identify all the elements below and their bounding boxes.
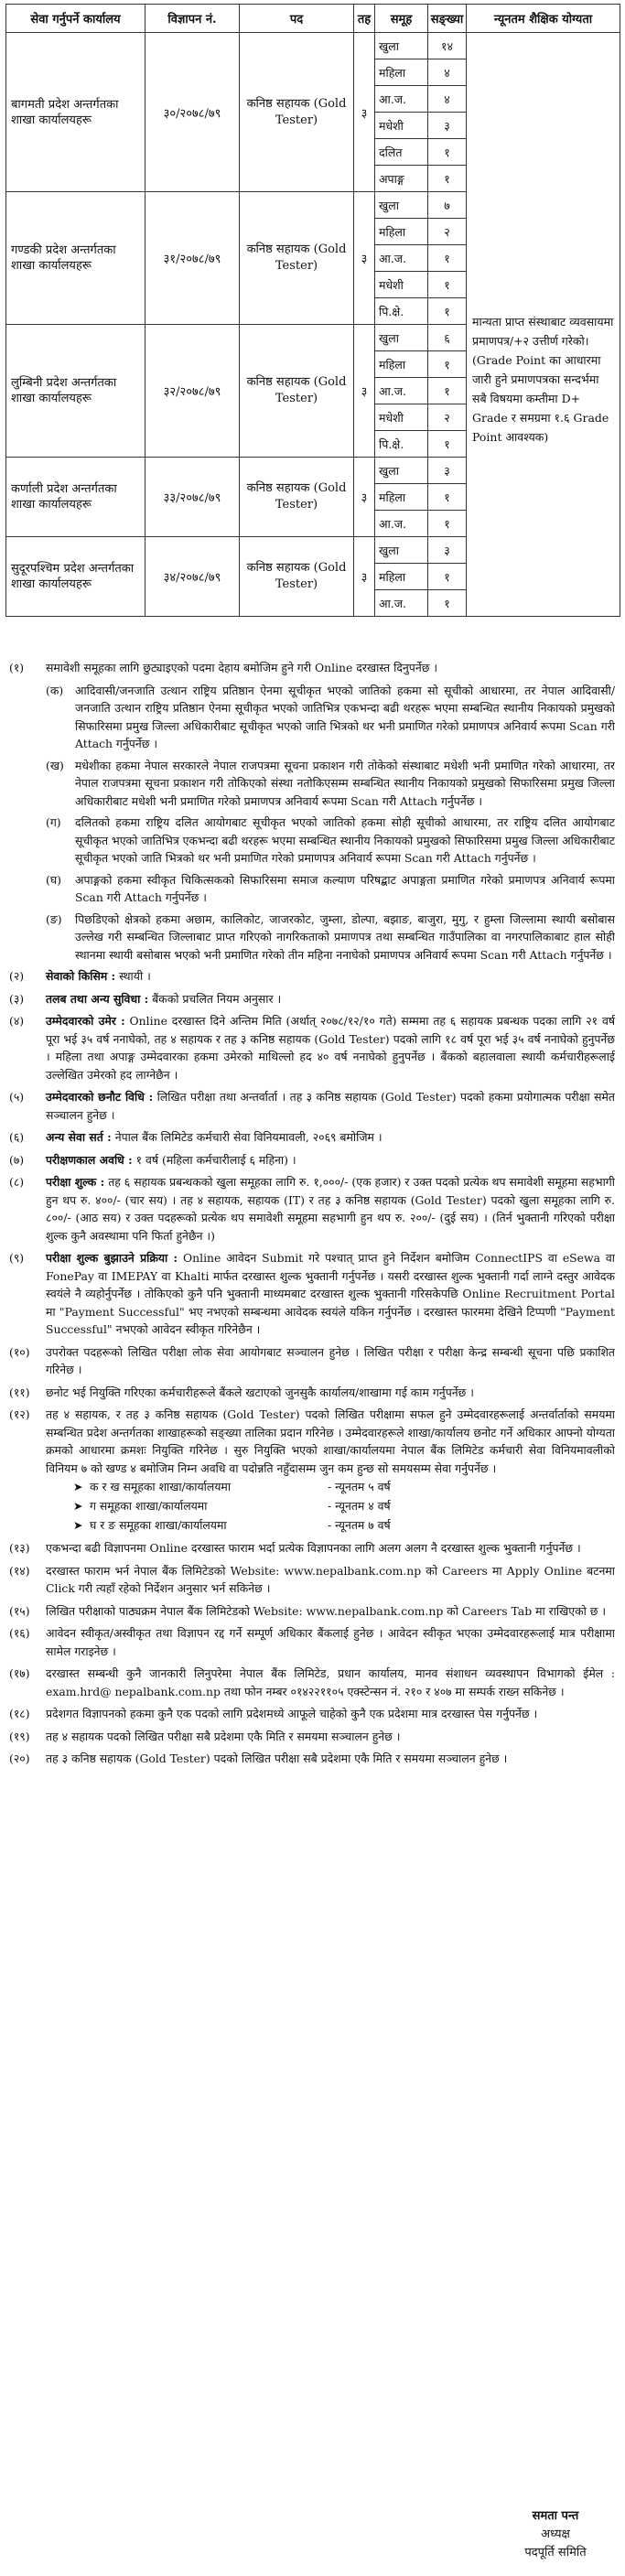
header-adv-no: विज्ञापन नं. (145, 5, 240, 33)
note-text: स्थायी । (115, 969, 151, 983)
office-cell: गण्डकी प्रदेश अन्तर्गतका शाखा कार्यालयहरू (6, 192, 145, 325)
note-item (9, 1173, 615, 1245)
header-count: सङ्ख्या (428, 5, 467, 33)
sub-note-item (46, 911, 615, 965)
count-cell: १४ (428, 33, 467, 59)
note-body (46, 967, 615, 986)
note-body (46, 1088, 615, 1124)
note-item (9, 659, 615, 677)
note-number: (३) (9, 991, 25, 1006)
note-number: (११) (9, 1385, 30, 1399)
note-body (46, 1128, 615, 1147)
header-office: सेवा गर्नुपर्ने कार्यालय (6, 5, 145, 33)
note-number: (१९) (9, 1729, 30, 1743)
note-body (46, 990, 615, 1008)
arrow-icon: ➤ (73, 1499, 83, 1513)
group-cell: खुला (375, 458, 428, 484)
arrow-icon: ➤ (73, 1480, 83, 1493)
note-text: छनोट भई नियुक्ति गरिएका कर्मचारीहरूले बैंकले खटाएको जुनसुकै कार्यालय/शाखामा गई काम गर्नुपर्नेछ । (46, 1385, 474, 1399)
min-period-group: क र ख समूहका शाखा/कार्यालयमा (90, 1480, 232, 1493)
note-item (9, 1750, 615, 1768)
note-item (9, 1088, 615, 1124)
min-period-value: - न्यूनतम ४ वर्ष (328, 1499, 391, 1513)
group-cell: खुला (375, 325, 428, 351)
note-body (46, 1602, 615, 1621)
count-cell: ४ (428, 86, 467, 113)
qualification-text: मान्यता प्राप्त संस्थाबाट व्यवसायमा प्रमाणपत्र/+२ उत्तीर्ण गरेको। (Grade Point का आधारमा जारी हुने प्रमाणपत्रका सन्दर्भमा सबै विषयमा कम्तीमा D+ Grade र समग्रमा १.६ Grade Point आवश्यक) (472, 315, 614, 444)
min-period-group: घ र ङ समूहका शाखा/कार्यालयमा (90, 1518, 227, 1532)
header-level: तह (354, 5, 375, 33)
count-cell: १ (428, 431, 467, 458)
sub-note-item (46, 871, 615, 907)
sub-note-text: आदिवासी/जनजाति उत्थान राष्ट्रिय प्रतिष्ठान ऐनमा सूचीकृत भएको जातिको हकमा सो सूचीको आधारमा, तर नेपाल आदिवासी/जनजाति उत्थान राष्ट्रिय प्रतिष्ठान ऐनमा सूचीकृत भएको जातिभित्र एकभन्दा बढी थरहरू भएमा सम्बन्धित स्थानीय निकायको प्रमुखको सिफारिसमा प्रमुख जिल्ला अधिकारीबाट सूचीकृत भएको जाति भित्रको थर भनी प्रमाणित गरेको प्रमाणपत्र अनिवार्य रूपमा Scan गरी Attach गर्नुपर्नेछ । (75, 683, 615, 750)
sub-note-number: (क) (46, 683, 64, 697)
note-body (46, 1539, 615, 1557)
min-period-row (73, 1496, 615, 1515)
min-period-group: ग समूहका शाखा/कार्यालयमा (90, 1499, 208, 1513)
group-cell: मधेशी (375, 113, 428, 139)
notes-list (9, 659, 615, 1773)
group-cell: आ.ज. (375, 245, 428, 272)
note-text: तह ४ सहायक पदको लिखित परीक्षा सबै प्रदेशमा एकै मिति र समयमा सञ्चालन हुनेछ । (46, 1729, 401, 1743)
note-number: (१६) (9, 1626, 30, 1640)
note-number: (१७) (9, 1666, 30, 1680)
note-number: (१४) (9, 1563, 30, 1578)
note-body (46, 1151, 615, 1169)
count-cell: १ (428, 590, 467, 617)
note-item (9, 1012, 615, 1083)
note-number: (२०) (9, 1751, 30, 1765)
adv-number-cell: ३३/२०७८/७९ (145, 458, 240, 537)
note-body (46, 1173, 615, 1245)
note-item (9, 1128, 615, 1147)
note-label: तलब तथा अन्य सुविधा : (46, 991, 149, 1006)
office-cell: लुम्बिनी प्रदेश अन्तर्गतका शाखा कार्यालयहरू (6, 325, 145, 458)
sub-note-text: मधेशीका हकमा नेपाल सरकारले नेपाल राजपत्रमा सूचना प्रकाशन गरी तोकेको संस्थाबाट मधेशी भनी प्रमाणित गरेको आधारमा, तर नेपाल राजपत्रमा सूचना प्रकाशन गरी तोकिएको संस्था नतोकिएसम्म सम्बन्धित स्थानीय निकायको प्रमुखको सिफारिसमा प्रमुख जिल्ला अधिकारीबाट मधेशी भनी प्रमाणित गरेको प्रमाणपत्र अनिवार्य रूपमा Scan गरी Attach गर्नुपर्नेछ । (75, 758, 615, 808)
note-text: एकभन्दा बढी विज्ञापनमा Online दरखास्त फाराम भर्दा प्रत्येक विज्ञापनका लागि अलग अलग नै दरखास्त शुल्क भुक्तानी गर्नुपर्नेछ । (46, 1541, 581, 1555)
note-item (9, 1343, 615, 1379)
table-body (6, 33, 620, 617)
sub-note-item (46, 682, 615, 753)
count-cell: १ (428, 272, 467, 298)
note-text: १ वर्ष (महिला कर्मचारीलाई ६ महिना) । (132, 1152, 296, 1167)
note-text: तह ६ सहायक प्रबन्धकको खुला समूहका लागि रु. १,०००/- (एक हजार) र उक्त पदको प्रत्येक थप समावेशी समूहमा सहभागी हुन थप रु. ४००/- (चार सय) । तह ४ सहायक, सहायक (IT) र तह ३ कनिष्ठ सहायक (Gold Tester) पदको खुला समूहका लागि रु. ८००/- (आठ सय) र उक्त पदहरूको प्रत्येक थप समावेशी समूहमा सहभागी हुन थप रु. २००/- (दुई सय) । (तिर्न भुक्तानी गरिएको परीक्षा शुल्क कुनै अवस्थामा पनि फिर्ता हुनेछैन ।) (46, 1175, 615, 1243)
count-cell: १ (428, 166, 467, 192)
note-item (9, 1151, 615, 1169)
count-cell: १ (428, 564, 467, 590)
note-item (9, 1406, 615, 1535)
group-cell: महिला (375, 351, 428, 378)
note-body (46, 1665, 615, 1700)
office-cell: बागमती प्रदेश अन्तर्गतका शाखा कार्यालयहरू (6, 33, 145, 192)
note-text: दरखास्त फाराम भर्न नेपाल बैंक लिमिटेडको Website: www.nepalbank.com.np को Careers मा Apply Online बटनमा Click गरी त्यहाँ रहेको निर्देशन अनुसार भर्न सकिनेछ । (46, 1563, 615, 1595)
note-label: परीक्षा शुल्क : (46, 1175, 105, 1189)
post-cell: कनिष्ठ सहायक (Gold Tester) (240, 192, 354, 325)
group-cell: महिला (375, 59, 428, 86)
group-cell: पि.क्षे. (375, 431, 428, 458)
post-cell: कनिष्ठ सहायक (Gold Tester) (240, 458, 354, 537)
group-cell: महिला (375, 219, 428, 245)
note-body (46, 1624, 615, 1660)
adv-number-cell: ३१/२०७८/७९ (145, 192, 240, 325)
count-cell: १ (428, 351, 467, 378)
count-cell: ६ (428, 325, 467, 351)
min-period-row (73, 1477, 615, 1496)
min-period-value: - न्यूनतम ५ वर्ष (328, 1480, 391, 1493)
note-text: नेपाल बैंक लिमिटेड कर्मचारी सेवा विनियमावली, २०६९ बमोजिम । (111, 1130, 383, 1144)
note-text: लिखित परीक्षा तथा अन्तर्वार्ता । तह ३ कनिष्ठ सहायक (Gold Tester) पदको हकमा प्रयोगात्मक परीक्षा समेत सञ्चालन हुनेछ । (46, 1090, 615, 1122)
vacancy-table (5, 4, 620, 617)
note-item (9, 1384, 615, 1402)
group-cell: पि.क्षे. (375, 298, 428, 325)
group-cell: महिला (375, 484, 428, 511)
header-qualification: न्यूनतम शैक्षिक योग्यता (467, 5, 620, 33)
signatory-title: अध्यक्ष (541, 2527, 570, 2541)
note-number: (१३) (9, 1541, 30, 1555)
table-header-row (6, 5, 620, 33)
group-cell: खुला (375, 537, 428, 564)
count-cell: ३ (428, 458, 467, 484)
sub-note-number: (घ) (46, 872, 61, 887)
note-body (46, 1750, 615, 1768)
note-body (46, 1705, 615, 1723)
arrow-icon: ➤ (73, 1518, 83, 1532)
office-cell: सुदूरपश्चिम प्रदेश अन्तर्गतका शाखा कार्यालयहरू (6, 537, 145, 617)
note-number: (७) (9, 1152, 25, 1167)
note-text: उपरोक्त पदहरूको लिखित परीक्षा लोक सेवा आयोगबाट सञ्चालन हुनेछ । लिखित परीक्षा र परीक्षा केन्द्र सम्बन्धी सूचना पछि प्रकाशित गरिनेछ । (46, 1344, 615, 1376)
adv-number-cell: ३४/२०७८/७९ (145, 537, 240, 617)
group-cell: खुला (375, 192, 428, 219)
note-item (9, 1705, 615, 1723)
min-period-value: - न्यूनतम ७ वर्ष (328, 1518, 391, 1532)
note-number: (४) (9, 1014, 25, 1028)
count-cell: १ (428, 298, 467, 325)
sub-note-item (46, 814, 615, 868)
note-label: परीक्षा शुल्क बुझाउने प्रक्रिया : (46, 1251, 178, 1265)
count-cell: ३ (428, 113, 467, 139)
note-text: प्रदेशगत विज्ञापनको हकमा कुनै एक पदको लागि प्रदेशमध्ये आफूले चाहेको कुनै एक प्रदेशमा मात्र दरखास्त पेस गर्नुपर्नेछ । (46, 1707, 538, 1720)
post-cell: कनिष्ठ सहायक (Gold Tester) (240, 537, 354, 617)
note-item (9, 1624, 615, 1660)
header-group: समूह (375, 5, 428, 33)
note-body (46, 1012, 615, 1083)
count-cell: १ (428, 511, 467, 537)
office-cell: कर्णाली प्रदेश अन्तर्गतका शाखा कार्यालयहरू (6, 458, 145, 537)
sub-note-number: (ग) (46, 815, 61, 829)
note-label: सेवाको किसिम : (46, 969, 116, 983)
note-number: (२) (9, 969, 25, 983)
note-number: (१८) (9, 1707, 30, 1720)
adv-number-cell: ३०/२०७८/७९ (145, 33, 240, 192)
count-cell: १ (428, 378, 467, 404)
note-number: (१) (9, 661, 25, 674)
count-cell: ४ (428, 59, 467, 86)
count-cell: ३ (428, 537, 467, 564)
group-cell: महिला (375, 564, 428, 590)
adv-number-cell: ३२/२०७८/७९ (145, 325, 240, 458)
note-text: समावेशी समूहका लागि छुट्याइएको पदमा देहाय बमोजिम हुने गरी Online दरखास्त दिनुपर्नेछ । (46, 661, 438, 674)
note-text: लिखित परीक्षाको पाठ्यक्रम नेपाल बैंक लिमिटेडको Website: www.nepalbank.com.np को Careers Tab मा राखिएको छ । (46, 1603, 607, 1618)
note-item (9, 967, 615, 986)
note-body (46, 659, 615, 677)
level-cell: ३ (354, 192, 375, 325)
sub-note-text: अपाङ्गको हकमा स्वीकृत चिकित्सकको सिफारिसमा समाज कल्याण परिषद्बाट अपाङ्गता प्रमाणित गरेको प्रमाणपत्र अनिवार्य रूपमा Scan गरी Attach गर्नुपर्नेछ । (75, 872, 615, 904)
note-item (9, 1728, 615, 1746)
note-text: तह ३ कनिष्ठ सहायक (Gold Tester) पदको लिखित परीक्षा सबै प्रदेशमा एकै मिति र समयमा सञ्चालन हुनेछ । (46, 1751, 508, 1765)
signature-block (501, 2507, 610, 2562)
note-number: (६) (9, 1130, 25, 1144)
note-number: (८) (9, 1175, 25, 1189)
note-body (46, 1406, 615, 1535)
group-cell: अपाङ्ग (375, 166, 428, 192)
level-cell: ३ (354, 33, 375, 192)
note-text: Online आवेदन Submit गरे पश्चात् प्राप्त हुने निर्देशन बमोजिम ConnectIPS वा eSewa वा FonePay वा IMEPAY वा Khalti मार्फत दरखास्त शुल्क भुक्तानी गर्नुपर्नेछ । यसरी दरखास्त शुल्क भुक्तानी गर्दा लाग्ने दस्तुर आवेदक स्वयंले नै व्यहोर्नुपर्नेछ । तोकिएको कुनै पनि भुक्तानी माध्यमबाट दरखास्त शुल्क भुक्तानी गरिसकेपछि Online Recruitment Portal मा "Payment Successful" भए नभएको सम्बन्धमा आवेदक स्वयंले यकिन गर्नुपर्नेछ । दरखास्त फारममा देखिने टिप्पणी "Payment Successful" नभएको आवेदन स्वीकृत गरिनेछैन । (46, 1251, 615, 1336)
min-period-row (73, 1515, 615, 1535)
note-body (46, 1562, 615, 1598)
count-cell: १ (428, 139, 467, 166)
group-cell: खुला (375, 33, 428, 59)
note-number: (५) (9, 1090, 25, 1104)
signatory-name: समता पन्त (532, 2509, 579, 2523)
note-label: उम्मेदवारको छनौट विधि : (46, 1090, 154, 1104)
note-text: दरखास्त सम्बन्धी कुनै जानकारी लिनुपरेमा नेपाल बैंक लिमिटेड, प्रधान कार्यालय, मानव संशाधन व्यवस्थापन विभागको ईमेल : exam.hrd@ nepalbank.com.np तथा फोन नम्बर ०१४२२११०५ एक्स्टेन्सन नं. २१० र ४०७ मा सम्पर्क राख्न सकिनेछ । (46, 1666, 615, 1698)
group-cell: आ.ज. (375, 511, 428, 537)
note-text: तह ४ सहायक, र तह ३ कनिष्ठ सहायक (Gold Tester) पदको लिखित परीक्षामा सफल हुने उम्मेदवारहरूलाई अन्तर्वार्ताको समयमा सम्बन्धित प्रदेश अन्तर्गतका शाखाहरूको सङ्ख्या तालिका प्रदान गरिनेछ । उम्मेदवारहरूले शाखा/कार्यालय छनोट गर्ने अधिकार आफ्नो योग्यता क्रमको आधारमा क्रमशः नियुक्ति गरिनेछ । सुरु नियुक्ति भएको शाखा/कार्यालयमा नेपाल बैंक लिमिटेड कर्मचारी सेवा विनियमावलीको विनियम ७ को खण्ड ४ बमोजिम निम्न अवधि वा पदोन्नति नहुँदासम्म जुन कम हुन्छ सो समयसम्म सेवा गर्नुपर्नेछ । (46, 1407, 615, 1475)
level-cell: ३ (354, 458, 375, 537)
note-item (9, 1602, 615, 1621)
count-cell: २ (428, 219, 467, 245)
count-cell: १ (428, 484, 467, 511)
note-item (9, 990, 615, 1008)
sub-note-text: पिछडिएको क्षेत्रको हकमा अछाम, कालिकोट, जाजरकोट, जुम्ला, डोल्पा, बझाङ, बाजुरा, मुगु, र हुम्ला जिल्लामा स्थायी बसोबास उल्लेख गरी सम्बन्धित जिल्लाबाट प्राप्त गरिएको नागरिकताको प्रमाणपत्र तथा सम्बन्धित गाउँपालिका वा नगरपालिकाबाट हाल सोही स्थानमा स्थायी बसोबास भएको भनी प्रमाणित गरेको तीन महिना ननाघेको प्रमाणपत्र अनिवार्य रूपमा Scan गरी Attach गर्नुपर्नेछ । (75, 911, 615, 962)
count-cell: ७ (428, 192, 467, 219)
note-label: परीक्षणकाल अवधि : (46, 1152, 133, 1167)
note-number: (१२) (9, 1407, 30, 1421)
header-post: पद (240, 5, 354, 33)
note-text: Online दरखास्त दिने अन्तिम मिति (अर्थात् २०७८/१२/१० गते) सम्ममा तह ६ सहायक प्रबन्धक पदका लागि २१ वर्ष पूरा भई ३५ वर्ष ननाघेको, तह ४ सहायक र तह ३ कनिष्ठ सहायक (Gold Tester) पदको लागि १८ वर्ष पूरा भई ३५ वर्ष ननाघेको हुनुपर्नेछ । महिला तथा अपाङ्ग उम्मेदवारका हकमा उमेरको माथिल्लो हद ४० वर्ष ननाघेको हुनुपर्नेछ । बैंकको बहालवाला स्थायी कर्मचारीहरूलाई उल्लेखित उमेरको हद लाग्नेछैन । (46, 1014, 615, 1082)
qualification-cell (467, 33, 620, 617)
post-cell: कनिष्ठ सहायक (Gold Tester) (240, 33, 354, 192)
note-body (46, 1384, 615, 1402)
note-body (46, 1249, 615, 1339)
note-item (9, 1665, 615, 1700)
group-cell: दलित (375, 139, 428, 166)
note-label: अन्य सेवा सर्त : (46, 1130, 112, 1144)
note-number: (१५) (9, 1603, 30, 1618)
table-row (6, 33, 620, 59)
note-item (9, 1562, 615, 1598)
count-cell: २ (428, 404, 467, 431)
signatory-body: पदपूर्ति समिति (524, 2546, 587, 2560)
sub-note-item (46, 757, 615, 811)
post-cell: कनिष्ठ सहायक (Gold Tester) (240, 325, 354, 458)
count-cell: १ (428, 245, 467, 272)
group-cell: मधेशी (375, 404, 428, 431)
sub-note-text: दलितको हकमा राष्ट्रिय दलित आयोगबाट सूचीकृत भएको जातिको हकमा सोही सूचीको आधारमा, तर राष्ट्रिय दलित आयोगबाट सूचीकृत भएको जातिभित्र एकभन्दा बढी थरहरू भएमा सम्बन्धित स्थानीय निकायको प्रमुखको सिफारिसमा प्रमुख जिल्ला अधिकारीबाट सूचीकृत भएको जाति भित्रको थर भनी प्रमाणित गरेको प्रमाणपत्र अनिवार्य रूपमा Scan गरी Attach गर्नुपर्नेछ । (75, 815, 615, 865)
group-cell: आ.ज. (375, 378, 428, 404)
note-number: (१०) (9, 1344, 30, 1359)
group-cell: आ.ज. (375, 86, 428, 113)
note-body (46, 1728, 615, 1746)
level-cell: ३ (354, 325, 375, 458)
note-label: उम्मेदवारको उमेर : (46, 1014, 125, 1028)
level-cell: ३ (354, 537, 375, 617)
note-item (9, 1249, 615, 1339)
note-item (9, 1539, 615, 1557)
note-text: बैंकको प्रचलित नियम अनुसार । (148, 991, 282, 1006)
sub-note-number: (ङ) (46, 911, 62, 926)
group-cell: मधेशी (375, 272, 428, 298)
note-body (46, 1343, 615, 1379)
note-text: आवेदन स्वीकृत/अस्वीकृत तथा विज्ञापन रद्द गर्ने सम्पूर्ण अधिकार बैंकलाई हुनेछ । आवेदन स्वीकृत भएका उम्मेदवारहरूलाई मात्र परीक्षामा सामेल गराइनेछ । (46, 1626, 615, 1658)
note-number: (९) (9, 1251, 25, 1265)
sub-note-number: (ख) (46, 758, 64, 772)
group-cell: आ.ज. (375, 590, 428, 617)
